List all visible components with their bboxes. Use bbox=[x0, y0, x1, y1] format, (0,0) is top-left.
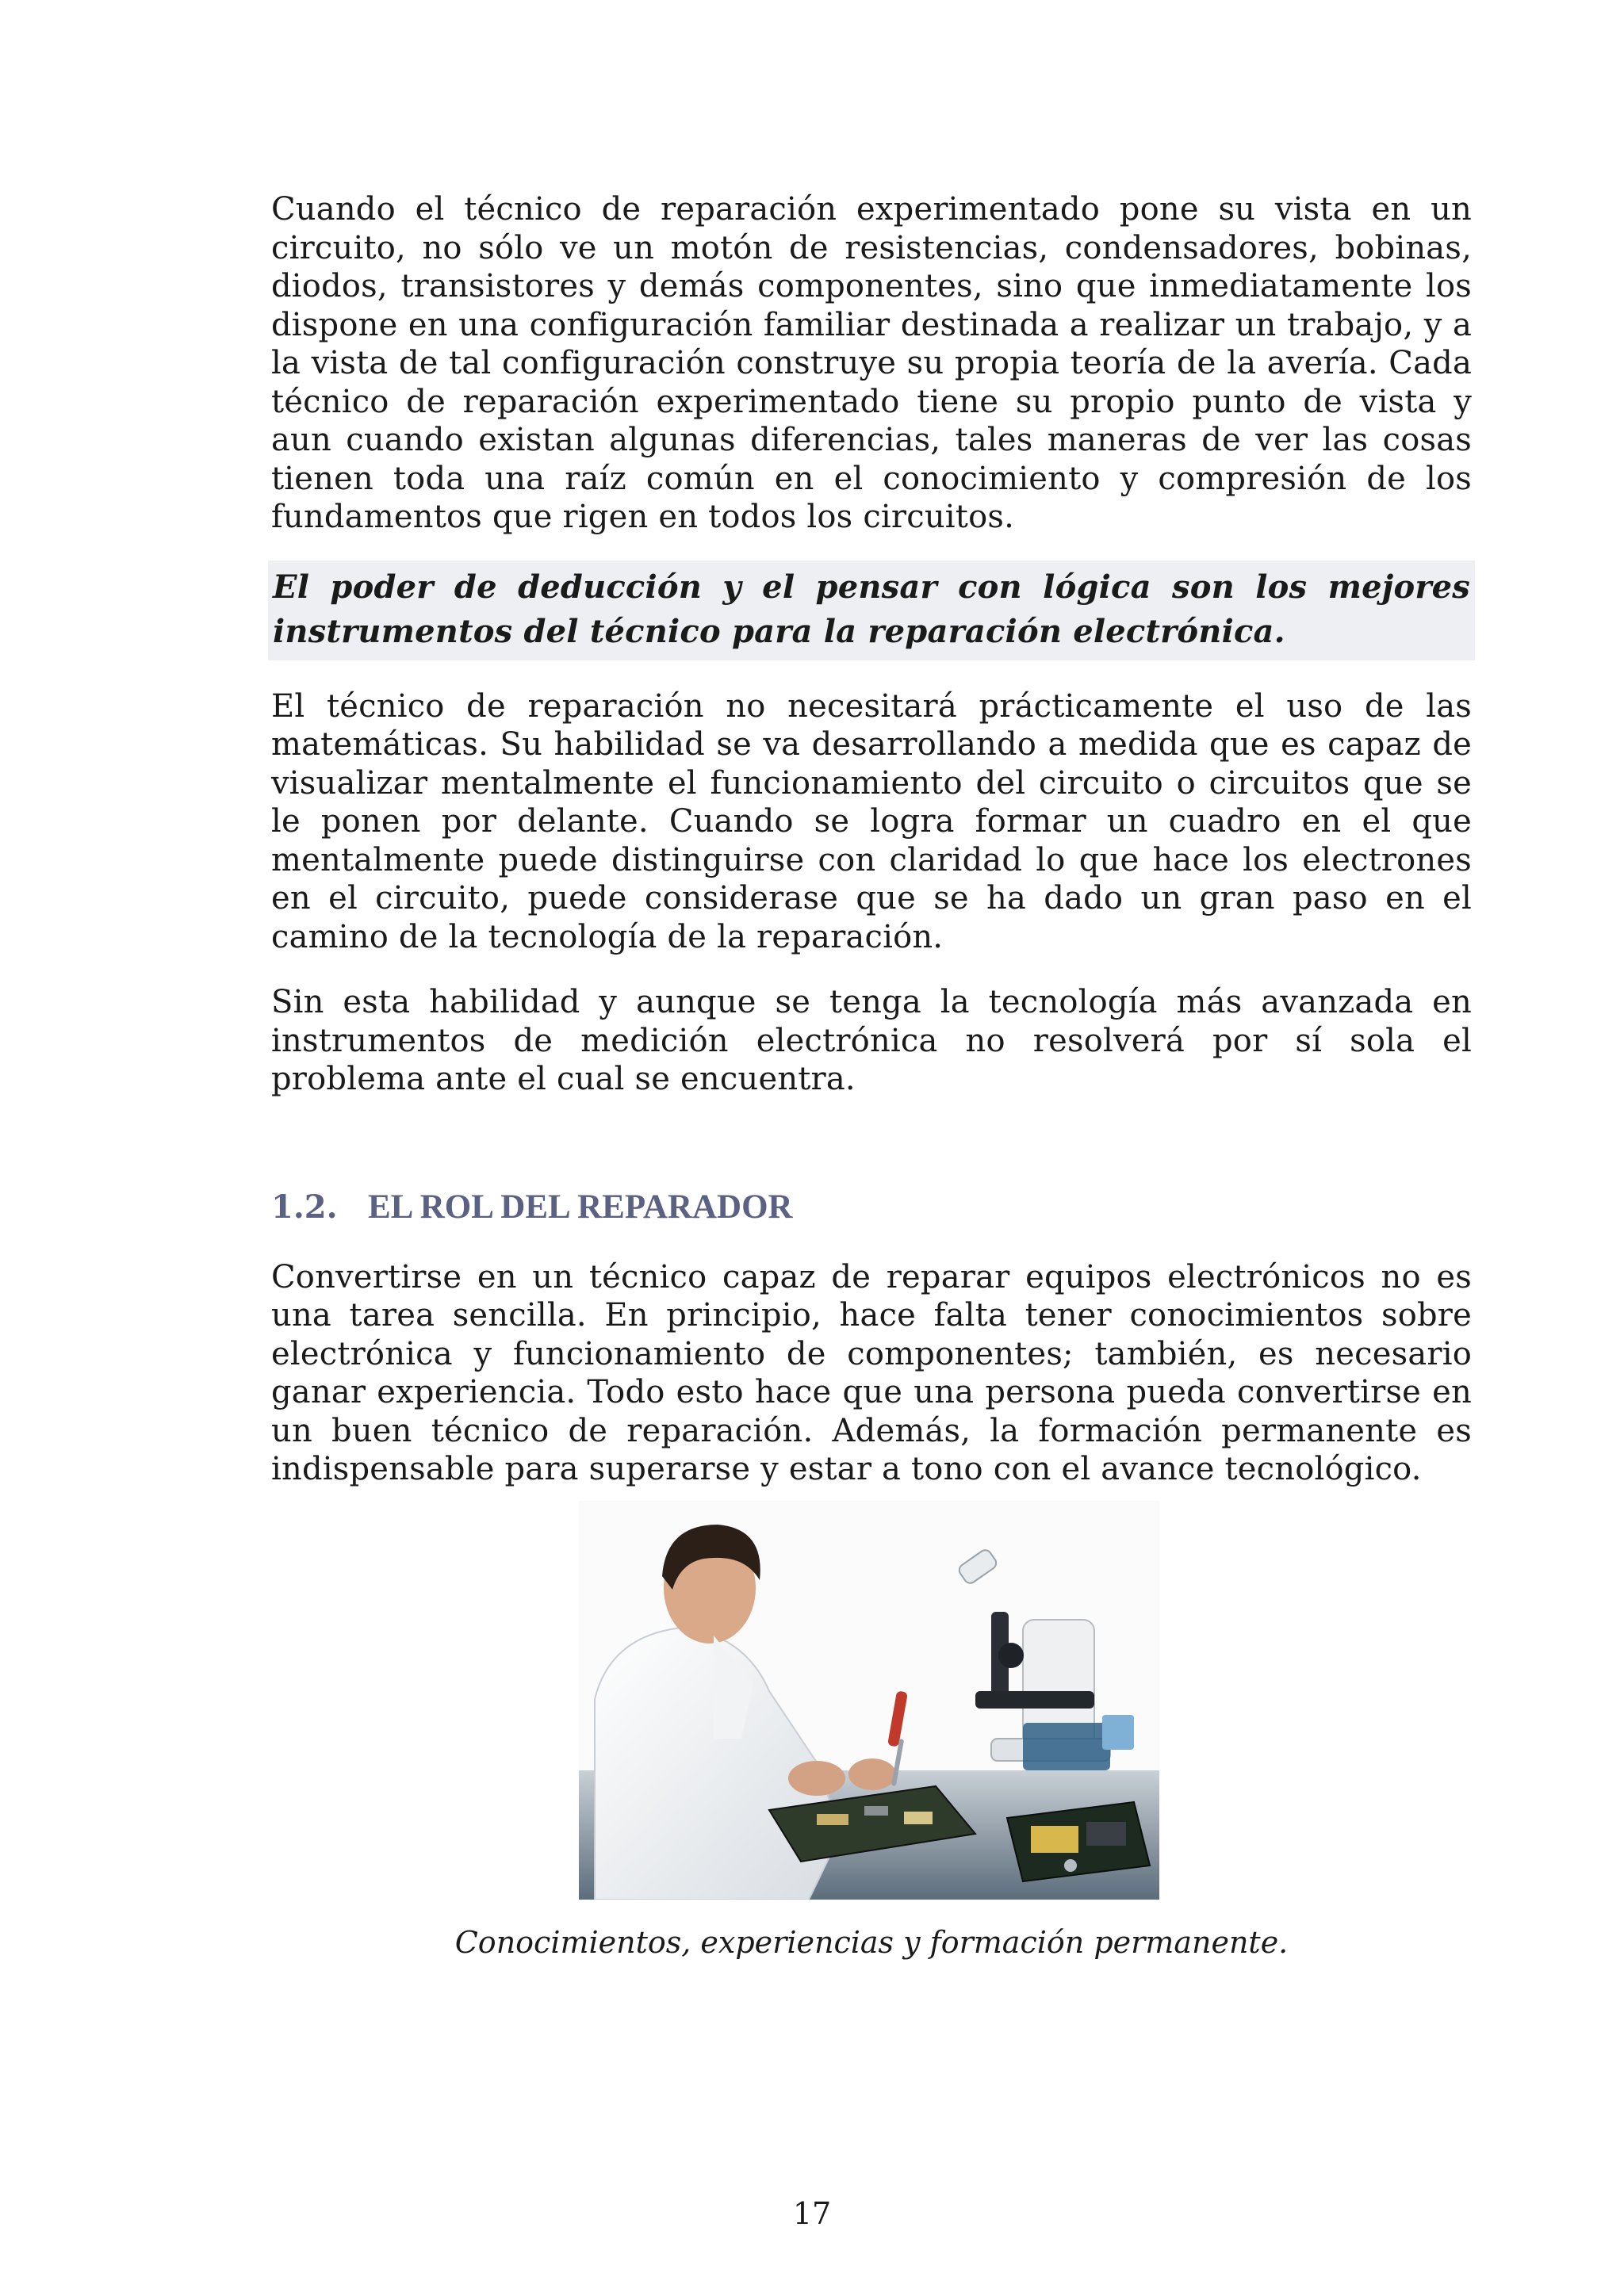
section-title: EL ROL DEL REPARADOR bbox=[368, 1188, 793, 1226]
paragraph-intro: Cuando el técnico de reparación experimentado pone su vista en un circuito, no sólo ve un motón de resistencias, condensadores, bobinas, diodos, transistores y demás componentes, sino que inmediatamente los dispone en una configuración familiar destinada a realizar un trabajo, y a la vista de tal configuración construye su propia teoría de la avería. Cada técnico de reparación experimentado tiene su propio punto de vista y aun cuando existan algunas diferencias, tales maneras de ver las cosas tienen toda una raíz común en el conocimiento y compresión de los fundamentos que rigen en todos los circuitos. bbox=[271, 191, 1472, 535]
figure-caption: Conocimientos, experiencias y formación permanente. bbox=[454, 1925, 1289, 1960]
figure bbox=[579, 1501, 1159, 1900]
highlight-text: El poder de deducción y el pensar con lógica son los mejores instrumentos del técnico para la reparación electrónica. bbox=[273, 568, 1470, 650]
paragraph-role: Convertirse en un técnico capaz de reparar equipos electrónicos no es una tarea sencilla. En principio, hace falta tener conocimientos sobre electrónica y funcionamiento de componentes; también, es necesario ganar experiencia. Todo esto hace que una persona pueda convertirse en un buen técnico de reparación. Además, la formación permanente es indispensable para superarse y estar a tono con el avance tecnológico. bbox=[271, 1258, 1472, 1487]
section-number: 1.2. bbox=[271, 1188, 338, 1226]
page-number: 17 bbox=[792, 2196, 832, 2231]
highlight-box bbox=[268, 561, 1475, 660]
page-body bbox=[271, 190, 1472, 1516]
paragraph-math: El técnico de reparación no necesitará prácticamente el uso de las matemáticas. Su habilidad se va desarrollando a medida que es capaz de visualizar mentalmente el funcionamiento del circuito o circuitos que se le ponen por delante. Cuando se logra formar un cuadro en el que mentalmente puede distinguirse con claridad lo que hace los electrones en el circuito, puede considerase que se ha dado un gran paso en el camino de la tecnología de la reparación. bbox=[271, 687, 1472, 955]
paragraph-skill: Sin esta habilidad y aunque se tenga la tecnología más avanzada en instrumentos de medición electrónica no resolverá por sí sola el problema ante el cual se encuentra. bbox=[271, 984, 1472, 1097]
technician-photo bbox=[579, 1501, 1159, 1900]
section-heading bbox=[271, 1188, 1472, 1226]
technician-illustration bbox=[579, 1501, 1159, 1900]
